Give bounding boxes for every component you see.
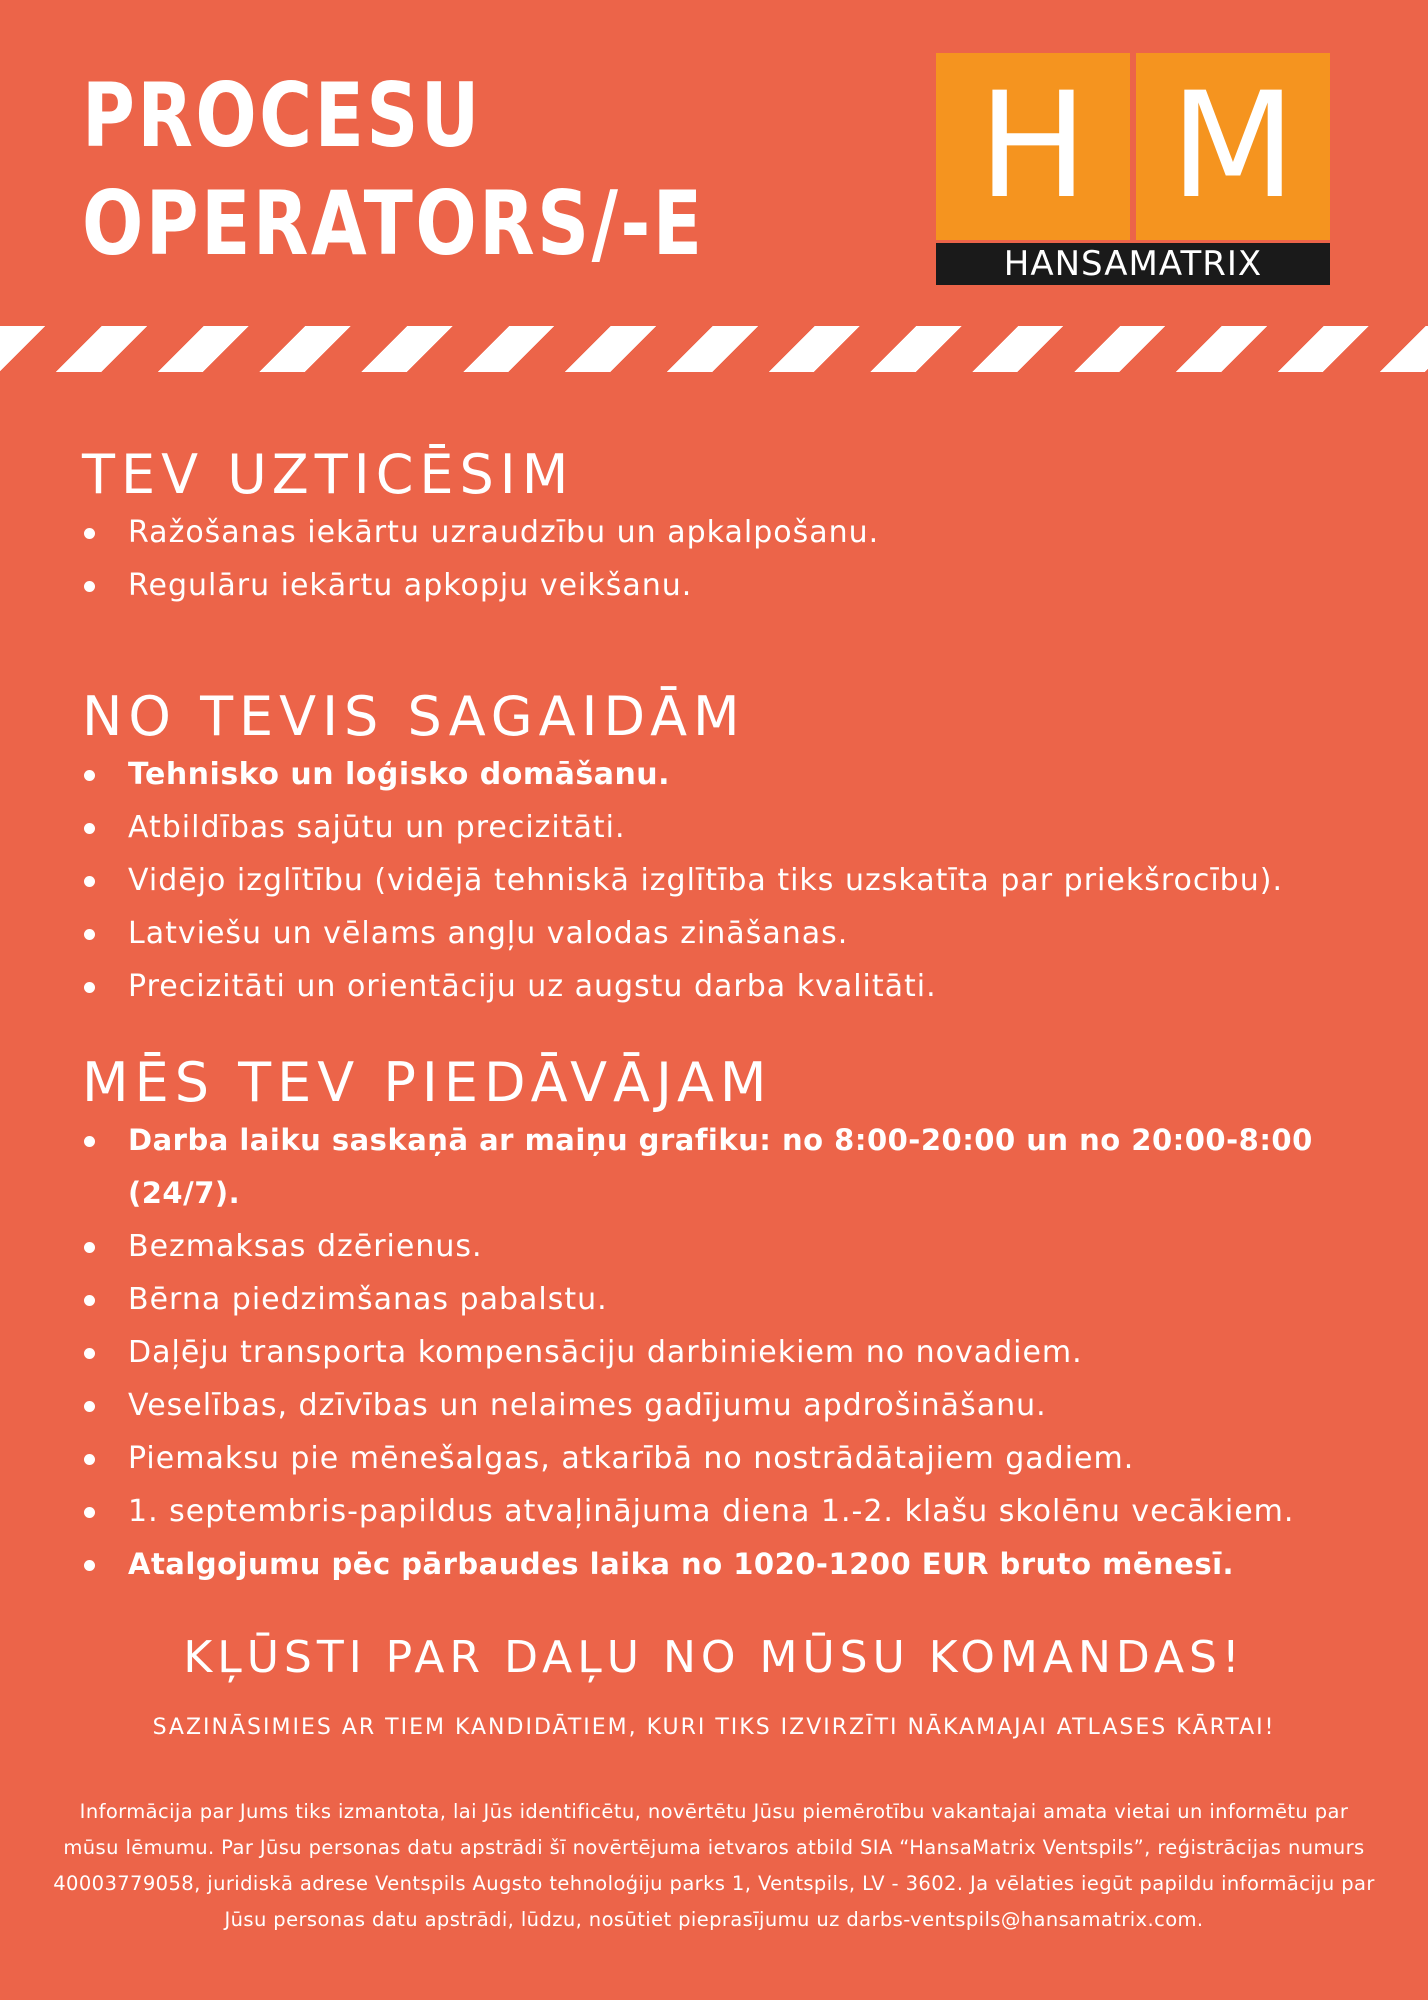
call-to-action: KĻŪSTI PAR DAĻU NO MŪSU KOMANDAS! [183,1632,1245,1683]
list-item: Precizitāti un orientāciju uz augstu darba kvalitāti. [82,960,1412,1013]
section-offer [82,1052,1412,1591]
list-item: Tehnisko un loģisko domāšanu. [82,748,1412,801]
list-item: Bērna piedzimšanas pabalstu. [82,1273,1412,1326]
list-item: Atbildības sajūtu un precizitāti. [82,801,1412,854]
logo-letter-m: M [1170,61,1296,231]
list-item: Veselības, dzīvības un nelaimes gadījumu apdrošināšanu. [82,1379,1412,1432]
list-item: Regulāru iekārtu apkopju veikšanu. [82,559,1412,612]
hazard-stripe-divider [0,326,1428,372]
bullet-list [82,1114,1412,1591]
bullet-list [82,506,1412,612]
list-item: 1. septembris-papildus atvaļinājuma diena 1.-2. klašu skolēnu vecākiem. [82,1485,1412,1538]
section-heading: NO TEVIS SAGAIDĀM [82,685,746,748]
privacy-notice: Informācija par Jums tiks izmantota, lai Jūs identificētu, novērtētu Jūsu piemērotību vakantajai amata vietai un informētu par mūsu lēmumu. Par Jūsu personas datu apstrādi šī novērtējuma ietvaros atbild SIA “HansaMatrix Ventspils”, reģistrācijas numurs 40003779058, juridiskā adrese Ventspils Augsto tehnoloģiju parks 1, Ventspils, LV - 3602. Ja vēlaties iegūt papildu informāciju par Jūsu personas datu apstrādi, lūdzu, nosūtiet pieprasījumu uz darbs-ventspils@hansamatrix.com. [53,1800,1375,1931]
section-heading: TEV UZTICĒSIM [82,443,575,506]
title-line-2: OPERATORS/-E [82,172,705,275]
list-item: Daļēju transporta kompensāciju darbiniekiem no novadiem. [82,1326,1412,1379]
bullet-list [82,748,1412,1013]
list-item: Vidējo izglītību (vidējā tehniskā izglītība tiks uzskatīta par priekšrocību). [82,854,1412,907]
list-item: Bezmaksas dzērienus. [82,1220,1412,1273]
hansamatrix-logo [936,53,1330,285]
list-item: Latviešu un vēlams angļu valodas zināšanas. [82,907,1412,960]
list-item: Piemaksu pie mēnešalgas, atkarībā no nostrādātajiem gadiem. [82,1432,1412,1485]
section-heading: MĒS TEV PIEDĀVĀJAM [82,1051,773,1114]
contact-note: SAZINĀSIMIES AR TIEM KANDIDĀTIEM, KURI TIKS IZVIRZĪTI NĀKAMAJAI ATLASES KĀRTAI! [152,1715,1276,1740]
logo-letter-h: H [978,61,1088,231]
list-item: Atalgojumu pēc pārbaudes laika no 1020-1200 EUR bruto mēnesī. [82,1538,1412,1591]
section-requirements [82,686,1412,1013]
list-item: Ražošanas iekārtu uzraudzību un apkalpošanu. [82,506,1412,559]
title-line-1: PROCESU [82,64,482,167]
list-item: Darba laiku saskaņā ar maiņu grafiku: no 8:00-20:00 un no 20:00-8:00 (24/7). [82,1114,1412,1220]
section-responsibilities [82,444,1412,612]
logo-wordmark: HANSAMATRIX [936,243,1330,285]
page-title [82,62,705,278]
